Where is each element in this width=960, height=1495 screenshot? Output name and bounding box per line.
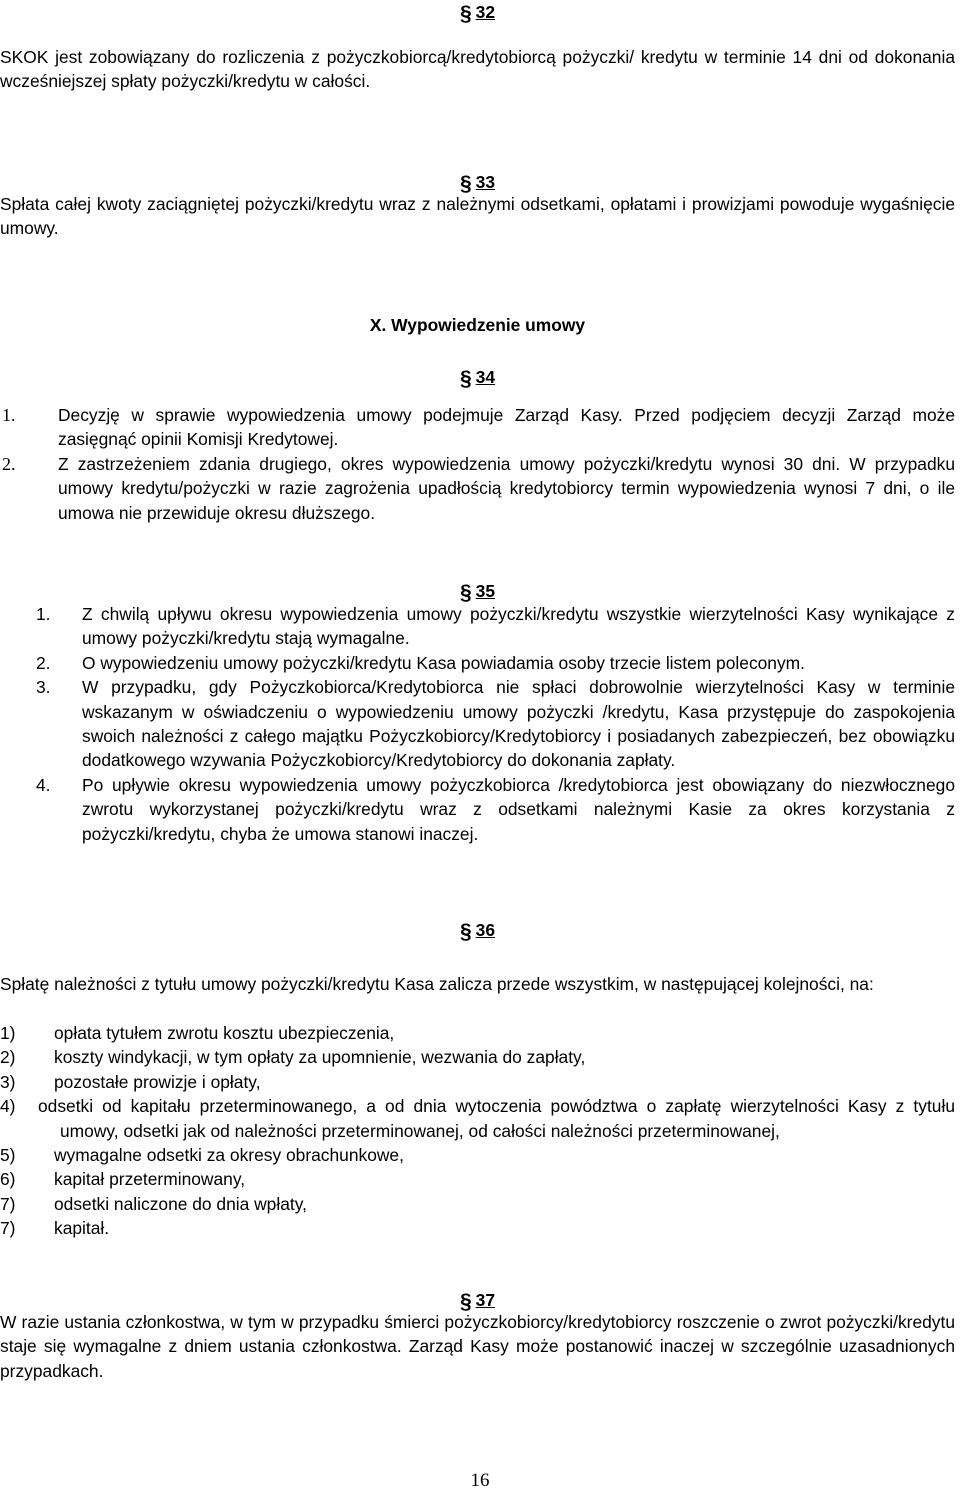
list-item [0, 1045, 955, 1069]
item-text: odsetki od kapitału przeterminowanego, a od dnia wytoczenia powództwa o zapłatę wierzytelności Kasy z tytułu umowy, odsetki jak od należności przeterminowanej, od całości należności przeterminowanej, [38, 1096, 955, 1141]
list-item [0, 1094, 955, 1143]
item-text: Z zastrzeżeniem zdania drugiego, okres wypowiedzenia umowy pożyczki/kredytu wynosi 30 dni. W przypadku umowy kredytu/pożyczki w razie zagrożenia upadłością kredytobiorcy termin wypowiedzenia wynosi 7 dni, o ile umowa nie przewiduje okresu dłuższego. [58, 453, 955, 523]
section-32-heading [0, 0, 955, 24]
item-text: koszty windykacji, w tym opłaty za upomnienie, wezwania do zapłaty, [54, 1047, 586, 1068]
item-number: 1) [0, 1023, 16, 1043]
item-text: Decyzję w sprawie wypowiedzenia umowy podejmuje Zarząd Kasy. Przed podjęciem decyzji Zarząd może zasięgnąć opinii Komisji Kredytowej. [58, 405, 955, 450]
list-item [0, 651, 955, 675]
item-number: 2. [36, 652, 51, 673]
section-33-heading [0, 170, 955, 194]
section-number: 34 [475, 367, 496, 387]
list-item [0, 1070, 955, 1094]
item-text: Z chwilą upływu okresu wypowiedzenia umowy pożyczki/kredytu wszystkie wierzytelności Kasy wynikające z umowy pożyczki/kredytu stają wymagalne. [82, 604, 955, 649]
list-item [0, 403, 955, 452]
item-text: wymagalne odsetki za okresy obrachunkowe, [54, 1145, 404, 1166]
section-sign: § [459, 172, 472, 195]
section-sign: § [459, 1290, 472, 1313]
list-item [0, 1143, 955, 1167]
chapter-heading: X. Wypowiedzenie umowy [369, 315, 586, 335]
item-text: W przypadku, gdy Pożyczkobiorca/Kredytobiorca nie spłaci dobrowolnie wierzytelności Kasy w terminie wskazanym w oświadczeniu o wypowiedzeniu umowy pożyczki /kredytu, Kasa przystępuje do zaspokojenia swoich należności z całego majątku Pożyczkobiorcy/Kredytobiorcy i posiadanych zabezpieczeń, bez obowiązku dodatkowego wzywania Pożyczkobiorcy/Kredytobiorcy do dokonania zapłaty. [82, 677, 955, 771]
section-number: 37 [475, 1290, 496, 1310]
section-36-heading [0, 918, 955, 942]
section-number: 35 [475, 581, 496, 601]
list-item [0, 1021, 955, 1045]
item-number: 1. [36, 604, 51, 624]
section-34-list [0, 403, 955, 525]
item-text: kapitał. [54, 1218, 110, 1239]
list-item [0, 1192, 955, 1216]
section-sign: § [459, 2, 472, 25]
item-text: kapitał przeterminowany, [54, 1169, 246, 1190]
section-number: 33 [475, 172, 496, 192]
item-number: 3) [0, 1071, 16, 1092]
item-text: pozostałe prowizje i opłaty, [54, 1071, 261, 1092]
page-number: 16 [470, 1470, 490, 1491]
section-36-intro: Spłatę należności z tytułu umowy pożyczki/kredytu Kasa zalicza przede wszystkim, w następującej kolejności, na: [0, 974, 874, 994]
list-item [0, 675, 955, 773]
section-sign: § [459, 581, 472, 604]
section-number: 32 [475, 2, 496, 22]
item-number: 1. [2, 405, 16, 425]
item-number: 7) [0, 1218, 16, 1239]
section-33-text: Spłata całej kwoty zaciągniętej pożyczki/kredytu wraz z należnymi odsetkami, opłatami i prowizjami powoduje wygaśnięcie umowy. [0, 194, 955, 239]
item-number: 6) [0, 1169, 16, 1190]
list-item [0, 773, 955, 846]
list-item [0, 1167, 955, 1191]
item-text: odsetki naliczone do dnia wpłaty, [54, 1193, 307, 1214]
section-35-heading [0, 579, 955, 603]
list-item [0, 602, 955, 651]
item-number: 7) [0, 1193, 16, 1214]
item-text: O wypowiedzeniu umowy pożyczki/kredytu Kasa powiadamia osoby trzecie listem poleconym. [82, 652, 805, 673]
section-36-list [0, 1021, 955, 1241]
section-34-heading [0, 365, 955, 389]
section-sign: § [459, 367, 472, 390]
item-text: Po upływie okresu wypowiedzenia umowy pożyczkobiorca /kredytobiorca jest obowiązany do niezwłocznego zwrotu wykorzystanej pożyczki/kredytu wraz z odsetkami należnymi Kasie za okres korzystania z pożyczki/kredytu, chyba że umowa stanowi inaczej. [82, 774, 955, 844]
section-sign: § [459, 920, 472, 943]
item-number: 3. [36, 677, 51, 698]
section-number: 36 [475, 920, 496, 940]
section-37-heading [0, 1288, 955, 1312]
section-37-text: W razie ustania członkostwa, w tym w przypadku śmierci pożyczkobiorcy/kredytobiorcy roszczenie o zwrot pożyczki/kredytu staje się wymagalne z dniem ustania członkostwa. Zarząd Kasy może postanowić inaczej w szczególnie uzasadnionych przypadkach. [0, 1312, 955, 1381]
item-text: opłata tytułem zwrotu kosztu ubezpieczenia, [54, 1023, 395, 1043]
section-35-list [0, 602, 955, 846]
item-number: 2. [2, 453, 16, 474]
item-number: 4. [36, 774, 51, 795]
section-32-text: SKOK jest zobowiązany do rozliczenia z pożyczkobiorcą/kredytobiorcą pożyczki/ kredytu w terminie 14 dni od dokonania wcześniejszej spłaty pożyczki/kredytu w całości. [0, 47, 955, 92]
item-number: 2) [0, 1047, 16, 1068]
item-number: 5) [0, 1145, 16, 1166]
item-number: 4) [0, 1096, 16, 1117]
list-item [0, 1216, 955, 1240]
list-item [0, 452, 955, 525]
